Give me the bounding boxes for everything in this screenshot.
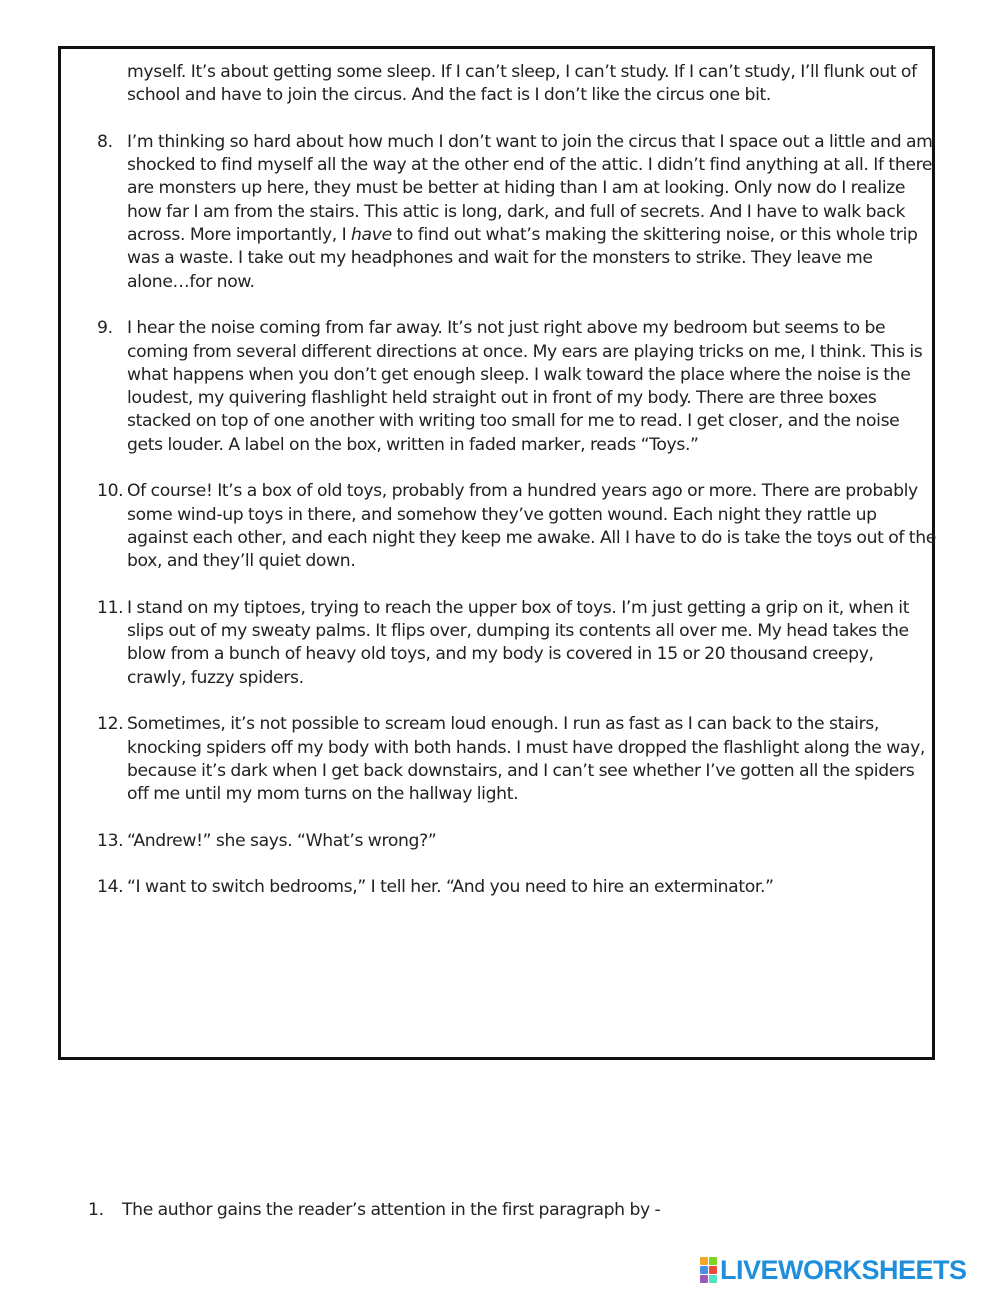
logo-block [700, 1275, 708, 1283]
question-1 [88, 1200, 660, 1220]
paragraph-number: 8. [97, 131, 113, 152]
emphasis-text: have [351, 225, 392, 246]
paragraph-text [127, 131, 937, 294]
liveworksheets-logo[interactable] [700, 1256, 967, 1284]
story-box [58, 46, 935, 1060]
paragraph-11 [97, 597, 937, 690]
paragraph-10 [97, 480, 937, 573]
paragraph-number: 13. [97, 830, 124, 851]
paragraph-number: 14. [97, 877, 124, 898]
logo-blocks-icon [700, 1257, 717, 1283]
logo-block [700, 1266, 708, 1274]
paragraph-text: I hear the noise coming from far away. It’s not just right above my bedroom but seems to be coming from several different directions at once. My ears are playing tricks on me, I think. This is what happens when you don’t get enough sleep. I walk toward the place where the noise is the loudest, my quivering flashlight held straight out in front of my body. There are three boxes stacked on top of one another with writing too small for me to read. I get closer, and the noise gets louder. A label on the box, written in faded marker, reads “Toys.” [127, 318, 923, 455]
logo-block [709, 1275, 717, 1283]
paragraph-text: “Andrew!” she says. “What’s wrong?” [127, 830, 437, 851]
paragraph-13 [97, 830, 937, 853]
paragraph-number [97, 61, 127, 108]
logo-block [709, 1257, 717, 1265]
logo-block [700, 1257, 708, 1265]
story-text [97, 61, 937, 923]
paragraph-text: Of course! It’s a box of old toys, probably from a hundred years ago or more. There are probably some wind-up toys in there, and somehow they’ve gotten wound. Each night they rattle up against each other, and each night they keep me awake. All I have to do is take the toys out of the box, and they’ll quiet down. [127, 481, 936, 572]
paragraph-9 [97, 317, 937, 457]
paragraph-8 [97, 131, 937, 294]
text-segment: I’m thinking so hard about how much I don’t want to join the circus that I space out a little and am shocked to find myself all the way at the other end of the attic. I didn’t find anything at all. If there are monsters up here, they must be better at hiding than I am at looking. Only now do I realize how far I am from the stairs. This attic is long, dark, and full of secrets. And I have to walk back across. More importantly, I [127, 131, 933, 246]
paragraph-14 [97, 876, 937, 899]
paragraph-text: I stand on my tiptoes, trying to reach the upper box of toys. I’m just getting a grip on it, when it slips out of my sweaty palms. It flips over, dumping its contents all over me. My head takes the blow from a bunch of heavy old toys, and my body is covered in 15 or 20 thousand creepy, crawly, fuzzy spiders. [127, 597, 910, 688]
paragraph-12 [97, 713, 937, 806]
logo-text: LIVEWORKSHEETS [720, 1255, 967, 1285]
paragraph-number: 9. [97, 318, 113, 339]
text-segment: to find out what’s making the skittering noise, or this whole trip was a waste. I take out my headphones and wait for the monsters to strike. They leave me alone…for now. [127, 225, 918, 292]
paragraph-continuation [97, 61, 937, 108]
paragraph-number: 10. [97, 481, 124, 502]
paragraph-text: “I want to switch bedrooms,” I tell her. “And you need to hire an exterminator.” [127, 877, 774, 898]
paragraph-number: 12. [97, 714, 124, 735]
question-text: The author gains the reader’s attention in the first paragraph by - [122, 1200, 661, 1220]
logo-block [709, 1266, 717, 1274]
paragraph-text: myself. It’s about getting some sleep. If I can’t sleep, I can’t study. If I can’t study, I’ll flunk out of school and have to join the circus. And the fact is I don’t like the circus one bit. [127, 62, 917, 106]
question-number: 1. [88, 1200, 104, 1220]
paragraph-number: 11. [97, 597, 124, 618]
paragraph-text: Sometimes, it’s not possible to scream loud enough. I run as fast as I can back to the stairs, knocking spiders off my body with both hands. I must have dropped the flashlight along the way, because it’s dark when I get back downstairs, and I can’t see whether I’ve gotten all the spiders off me until my mom turns on the hallway light. [127, 714, 926, 805]
